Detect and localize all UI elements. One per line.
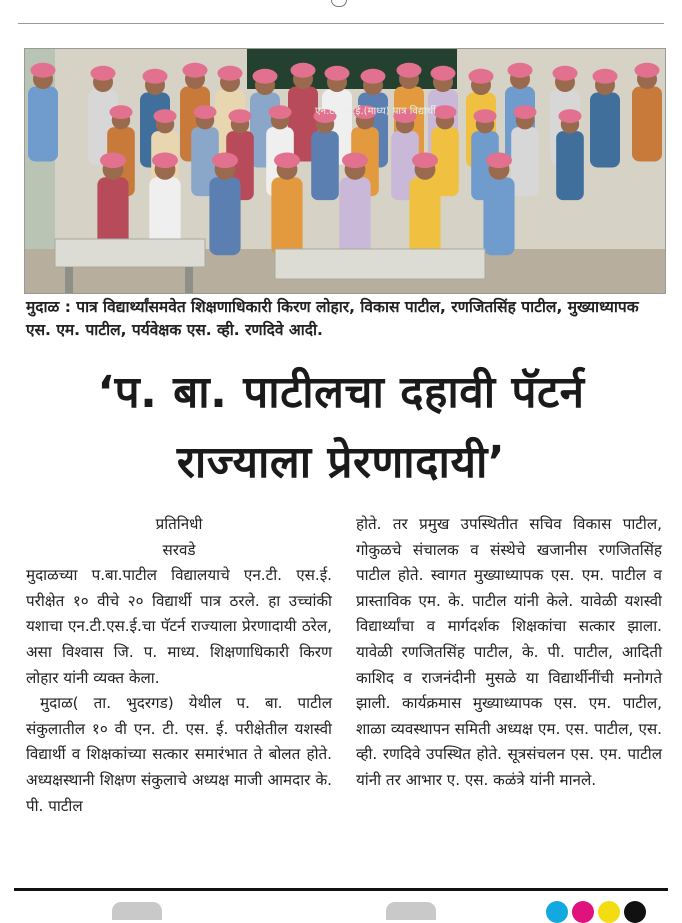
bottom-rule xyxy=(14,888,668,891)
news-photo xyxy=(24,48,666,294)
article-paragraph: मुदाळच्या प.बा.पाटील विद्यालयाचे एन.टी. एस.ई. परीक्षेत १० वीचे २० विद्यार्थी पात्र ठरले. हा उच्चांकी यशाचा एन.टी.एस.ई.चा पॅटर्न राज्याला प्रेरणादायी ठरेल, असा विश्वास जि. प. माध्य. शिक्षणाधिकारी किरण लोहार यांनी व्यक्त केला. xyxy=(26,566,332,687)
registration-tab-right xyxy=(386,902,436,920)
registration-tab-left xyxy=(112,902,162,920)
top-rule xyxy=(18,23,664,24)
blackboard-text: एन.टी.एस.ई.(माध्य) पात्र विद्यार्थी xyxy=(315,106,436,117)
group-photo-illustration xyxy=(25,49,665,293)
article-column-right xyxy=(356,512,662,794)
byline-place: सरवडे xyxy=(162,540,196,559)
article-column-left xyxy=(26,512,332,819)
article-paragraph: मुदाळ( ता. भुदरगड) येथील प. बा. पाटील संकुलातील १० वी एन. टी. एस. ई. परीक्षेतील यशस्वी विद्यार्थी व शिक्षकांच्या सत्कार समारंभात ते बोलत होते. अध्यक्षस्थानी शिक्षण संकुलाचे अध्यक्ष माजी आमदार के. पी. पाटील xyxy=(26,694,332,815)
photo-caption: मुदाळ : पात्र विद्यार्थ्यांसमवेत शिक्षणाधिकारी किरण लोहार, विकास पाटील, रणजितसिंह पाटील, मुख्याध्यापक एस. एम. पाटील, पर्यवेक्षक एस. व्ही. रणदिवे आदी. xyxy=(26,298,639,339)
headline-line-2: राज्याला प्रेरणादायी’ xyxy=(176,437,506,488)
blackboard xyxy=(247,49,457,89)
page-fold-mark xyxy=(331,0,347,7)
article-paragraph: होते. तर प्रमुख उपस्थितीत सचिव विकास पाटील, गोकुळचे संचालक व संस्थेचे खजानीस रणजितसिंह पाटील होते. स्वागत मुख्याध्यापक एस. एम. पाटील व प्रास्ताविक एम. के. पाटील यांनी केले. यावेळी यशस्वी विद्यार्थ्यांचा व मार्गदर्शक शिक्षकांचा सत्कार झाला. यावेळी रणजितसिंह पाटील, के. पी. पाटील, आदिती काशिद व राजनंदीनी मुसळे या विद्यार्थीनींची मनोगते झाली. कार्यक्रमास मुख्याध्यापक एस. एम. पाटील, शाळा व्यवस्थापन समिती अध्यक्ष एम. एस. पाटील, एस. व्ही. रणदिवे उपस्थित होते. सूत्रसंचलन एस. एम. पाटील यांनी तर आभार ए. एस. कळंत्रे यांनी मानले. xyxy=(356,515,662,789)
byline-reporter: प्रतिनिधी xyxy=(155,515,203,533)
headline-line-1: ‘प. बा. पाटीलचा दहावी पॅटर्न xyxy=(97,367,585,418)
